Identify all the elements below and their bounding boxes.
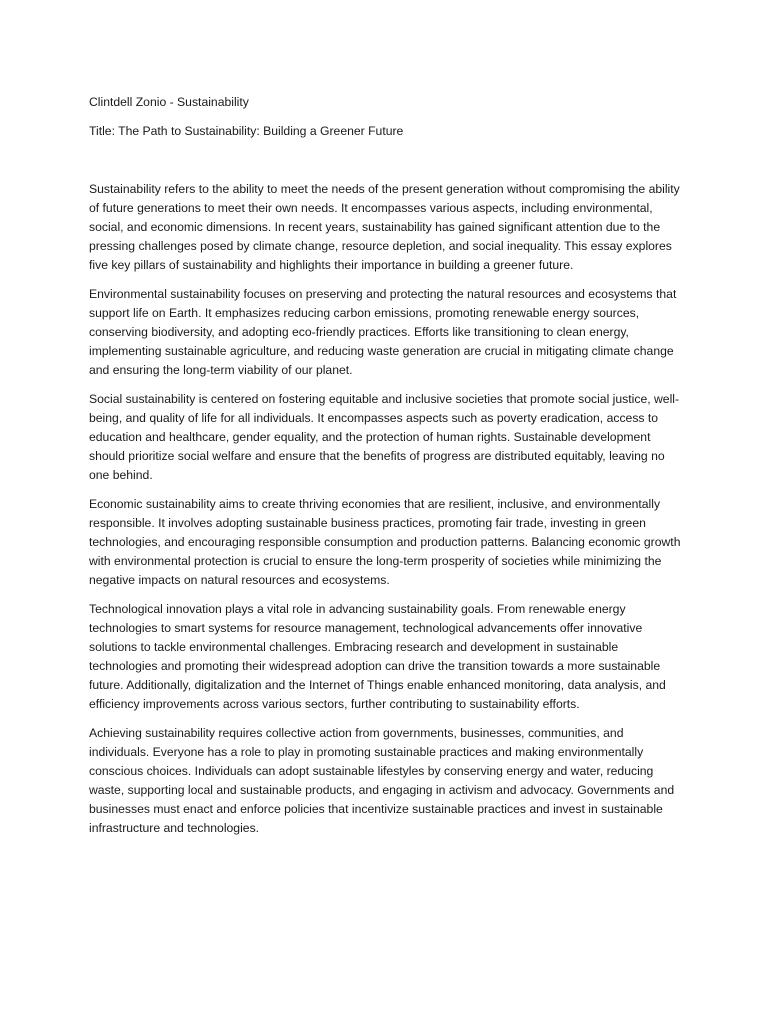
paragraph-social: Social sustainability is centered on fostering equitable and inclusive societies that promote social justice, well-being, and quality of life for all individuals. It encompasses aspects such as poverty eradication, access to education and healthcare, gender equality, and the protection of human rights. Sustainable development should prioritize social welfare and ensure that the benefits of progress are distributed equitably, leaving no one behind.	[89, 392, 680, 482]
paragraph-economic: Economic sustainability aims to create thriving economies that are resilient, inclusive, and environmentally responsible. It involves adopting sustainable business practices, promoting fair trade, investing in green technologies, and encouraging responsible consumption and production patterns. Balancing economic growth with environmental protection is crucial to ensure the long-term prosperity of societies while minimizing the negative impacts on natural resources and ecosystems.	[89, 497, 681, 587]
author-line: Clintdell Zonio - Sustainability	[89, 95, 249, 109]
essay-body	[89, 180, 681, 848]
paragraph-technological: Technological innovation plays a vital role in advancing sustainability goals. From renewable energy technologies to smart systems for resource management, technological advancements offer innovative solutions to tackle environmental challenges. Embracing research and development in sustainable technologies and promoting their widespread adoption can drive the transition towards a more sustainable future. Additionally, digitalization and the Internet of Things enable enhanced monitoring, data analysis, and efficiency improvements across various sectors, further contributing to sustainability efforts.	[89, 602, 666, 711]
paragraph-environmental: Environmental sustainability focuses on preserving and protecting the natural resources and ecosystems that support life on Earth. It emphasizes reducing carbon emissions, promoting renewable energy sources, conserving biodiversity, and adopting eco-friendly practices. Efforts like transitioning to clean energy, implementing sustainable agriculture, and reducing waste generation are crucial in mitigating climate change and ensuring the long-term viability of our planet.	[89, 287, 677, 377]
paragraph-intro: Sustainability refers to the ability to meet the needs of the present generation without compromising the ability of future generations to meet their own needs. It encompasses various aspects, including environmental, social, and economic dimensions. In recent years, sustainability has gained significant attention due to the pressing challenges posed by climate change, resource depletion, and social inequality. This essay explores five key pillars of sustainability and highlights their importance in building a greener future.	[89, 182, 680, 272]
document-title: Title: The Path to Sustainability: Building a Greener Future	[89, 124, 404, 138]
paragraph-collective-action: Achieving sustainability requires collective action from governments, businesses, communities, and individuals. Everyone has a role to play in promoting sustainable practices and making environmentally conscious choices. Individuals can adopt sustainable lifestyles by conserving energy and water, reducing waste, supporting local and sustainable products, and engaging in activism and advocacy. Governments and businesses must enact and enforce policies that incentivize sustainable practices and invest in sustainable infrastructure and technologies.	[89, 726, 675, 835]
